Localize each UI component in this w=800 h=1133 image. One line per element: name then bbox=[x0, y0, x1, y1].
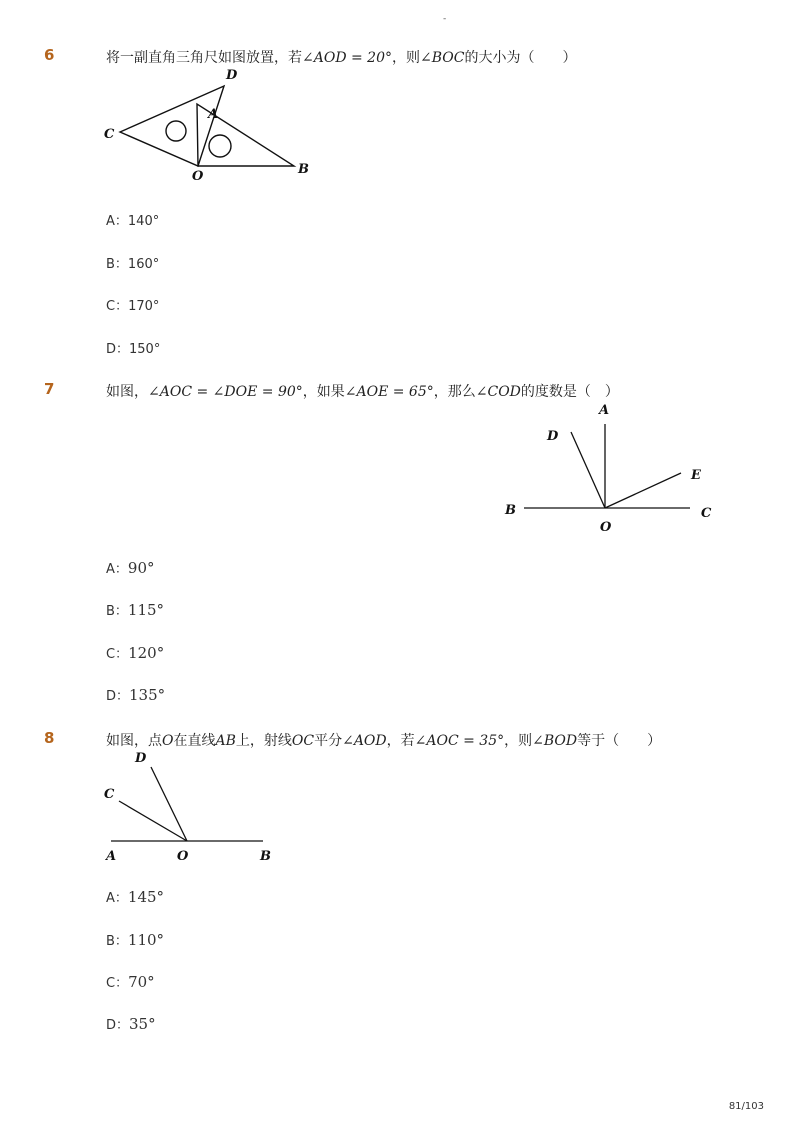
question-number: 6 bbox=[44, 46, 55, 64]
option-d[interactable] bbox=[106, 685, 165, 704]
label-O: O bbox=[177, 849, 189, 864]
option-value: 90° bbox=[127, 559, 155, 577]
option-letter: A： bbox=[106, 891, 128, 906]
label-O: O bbox=[600, 520, 612, 535]
figure-triangle-rulers bbox=[96, 66, 326, 188]
stem-text: 在直线 bbox=[173, 733, 216, 749]
question-stem bbox=[106, 47, 576, 67]
label-E: E bbox=[691, 468, 701, 483]
option-value: 135° bbox=[129, 686, 166, 704]
stem-math: ∠AOE = 65° bbox=[344, 384, 434, 400]
label-B: B bbox=[260, 849, 271, 864]
option-value: 145° bbox=[127, 888, 165, 906]
option-value: 70° bbox=[128, 973, 155, 991]
ray-od bbox=[571, 432, 605, 508]
label-A: A bbox=[599, 403, 610, 418]
option-c[interactable] bbox=[106, 295, 159, 314]
stem-text: ，如果 bbox=[302, 384, 345, 400]
label-O: O bbox=[192, 169, 204, 184]
option-letter: A： bbox=[106, 562, 128, 577]
option-letter: B： bbox=[106, 604, 128, 619]
stem-text: 如图， bbox=[106, 384, 148, 400]
figure-line-ab-bisector bbox=[96, 748, 286, 868]
option-d[interactable] bbox=[106, 1014, 156, 1033]
option-letter: D： bbox=[106, 342, 130, 357]
option-a[interactable] bbox=[106, 887, 164, 906]
option-value: 120° bbox=[128, 644, 165, 662]
stem-math: ∠COD bbox=[475, 384, 521, 400]
figure-rays-aoc-doe bbox=[498, 400, 728, 540]
label-D: D bbox=[226, 68, 238, 83]
stem-text: 的大小为（ ） bbox=[464, 50, 577, 66]
option-value: 170° bbox=[128, 299, 160, 314]
option-value: 110° bbox=[127, 931, 165, 949]
option-letter: C： bbox=[106, 647, 129, 662]
stem-math: O bbox=[162, 733, 174, 749]
option-letter: A： bbox=[106, 214, 128, 229]
stem-text: 等于（ ） bbox=[577, 733, 662, 749]
stem-text: ，那么 bbox=[433, 384, 476, 400]
option-value: 140° bbox=[127, 214, 160, 229]
ruler-hole-1 bbox=[166, 121, 186, 141]
question-stem bbox=[106, 381, 619, 401]
option-letter: B： bbox=[106, 934, 128, 949]
stem-text: ，若 bbox=[386, 733, 415, 749]
label-A: A bbox=[106, 849, 117, 864]
option-c[interactable] bbox=[106, 972, 155, 991]
stem-math: ∠BOC bbox=[420, 50, 465, 66]
stem-math: AB bbox=[215, 733, 236, 749]
option-b[interactable] bbox=[106, 930, 164, 949]
stem-math: ∠AOC = ∠DOE = 90° bbox=[148, 384, 303, 400]
option-a[interactable] bbox=[106, 210, 159, 229]
stem-text: 如图，点 bbox=[106, 733, 162, 749]
question-stem bbox=[106, 730, 661, 750]
option-value: 35° bbox=[129, 1015, 156, 1033]
question-number: 8 bbox=[44, 729, 55, 747]
stem-math: ∠BOD bbox=[532, 733, 578, 749]
ray-oe bbox=[605, 473, 681, 508]
stem-text: 平分 bbox=[314, 733, 343, 749]
stem-text: ，则 bbox=[504, 733, 533, 749]
label-B: B bbox=[298, 162, 309, 177]
label-C: C bbox=[104, 787, 115, 802]
stem-text: ，则 bbox=[392, 50, 420, 66]
option-letter: C： bbox=[106, 299, 129, 314]
header-mark: - bbox=[443, 14, 447, 24]
option-value: 115° bbox=[127, 601, 165, 619]
label-C: C bbox=[701, 506, 712, 521]
option-letter: B： bbox=[106, 257, 128, 272]
question-number: 7 bbox=[44, 380, 55, 398]
option-value: 150° bbox=[129, 342, 161, 357]
option-letter: D： bbox=[106, 1018, 130, 1033]
stem-text: 上，射线 bbox=[235, 733, 292, 749]
label-B: B bbox=[505, 503, 516, 518]
label-C: C bbox=[104, 127, 115, 142]
option-letter: D： bbox=[106, 689, 130, 704]
option-letter: C： bbox=[106, 976, 129, 991]
option-value: 160° bbox=[127, 257, 160, 272]
option-b[interactable] bbox=[106, 253, 159, 272]
stem-math: ∠AOD = 20° bbox=[302, 50, 392, 66]
stem-text: 将一副直角三角尺如图放置，若 bbox=[106, 50, 302, 66]
label-A: A bbox=[208, 107, 219, 122]
label-D: D bbox=[547, 429, 559, 444]
page-indicator: 81/103 bbox=[728, 1101, 764, 1112]
ruler-hole-2 bbox=[209, 135, 231, 157]
stem-math: ∠AOC = 35° bbox=[414, 733, 505, 749]
stem-math: OC bbox=[291, 733, 315, 749]
label-D: D bbox=[135, 751, 147, 766]
option-c[interactable] bbox=[106, 643, 164, 662]
option-b[interactable] bbox=[106, 600, 164, 619]
option-d[interactable] bbox=[106, 338, 160, 357]
stem-text: 的度数是（ ） bbox=[520, 384, 619, 400]
triangle-ruler-1 bbox=[120, 86, 224, 166]
stem-math: ∠AOD bbox=[342, 733, 387, 749]
option-a[interactable] bbox=[106, 558, 155, 577]
